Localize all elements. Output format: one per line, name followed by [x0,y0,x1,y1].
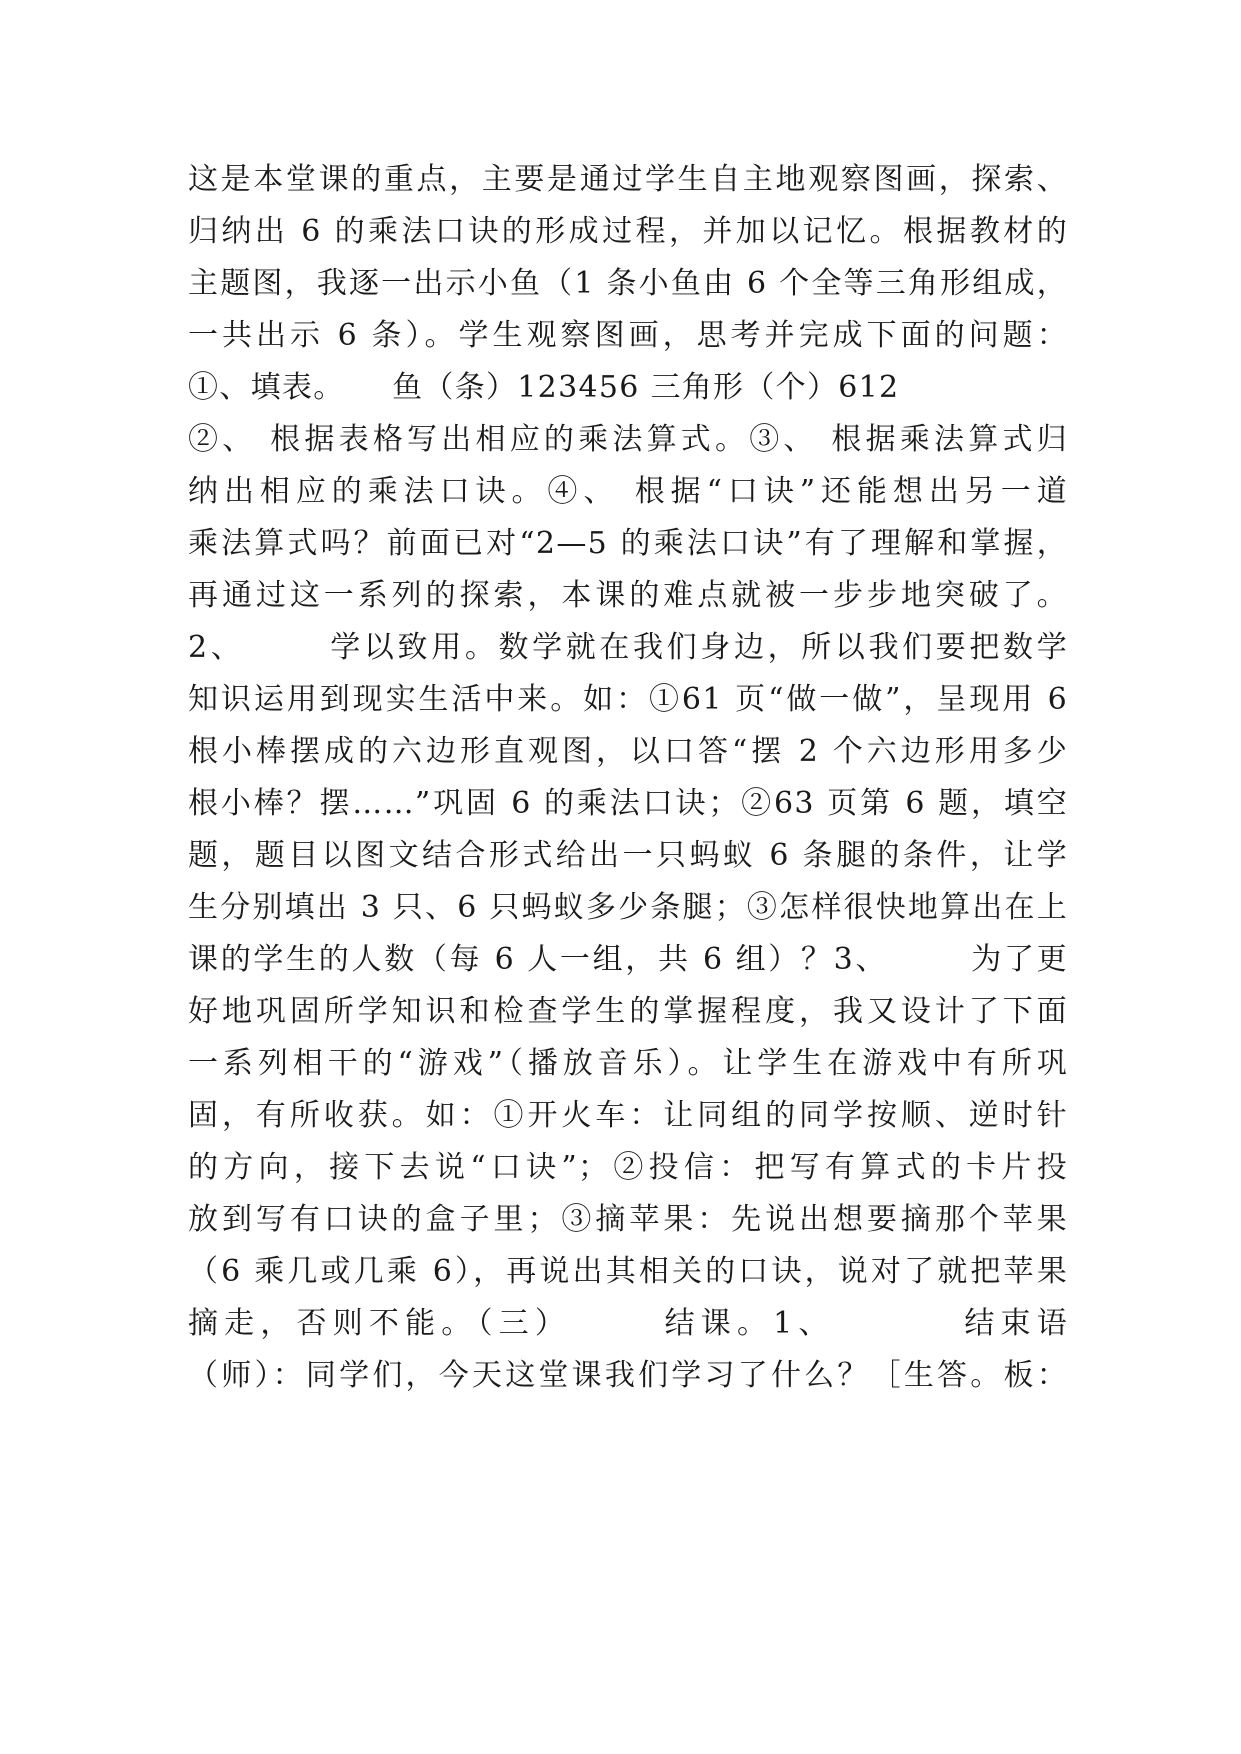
text-line: 根小棒摆成的六边形直观图，以口答“摆 2 个六边形用多少 [188,734,1068,769]
text-line: 2、 学以致用。数学就在我们身边，所以我们要把数学 [188,630,1068,665]
text-line: 纳出相应的乘法口诀。④、 根据“口诀”还能想出另一道 [188,474,1068,509]
text-line: 归纳出 6 的乘法口诀的形成过程，并加以记忆。根据教材的 [188,214,1068,249]
text-line: 好地巩固所学知识和检查学生的掌握程度，我又设计了下面 [188,994,1068,1029]
text-line: 主题图，我逐一出示小鱼（1 条小鱼由 6 个全等三角形组成， [188,266,1068,301]
text-line: ②、 根据表格写出相应的乘法算式。③、 根据乘法算式归 [188,422,1068,457]
text-line: 根小棒？摆……”巩固 6 的乘法口诀；②63 页第 6 题，填空 [188,786,1068,821]
text-line: 一系列相干的“游戏”（播放音乐）。让学生在游戏中有所巩 [188,1046,1068,1081]
text-line: ①、填表。 鱼（条）123456 三角形（个）612 [188,370,900,405]
text-line: （6 乘几或几乘 6），再说出其相关的口诀，说对了就把苹果 [188,1254,1068,1289]
text-line: 固，有所收获。如：①开火车：让同组的同学按顺、逆时针 [188,1098,1068,1133]
text-line: 一共出示 6 条）。学生观察图画，思考并完成下面的问题： [188,318,1068,353]
text-line: 放到写有口诀的盒子里；③摘苹果：先说出想要摘那个苹果 [188,1202,1068,1237]
text-line: （师）：同学们，今天这堂课我们学习了什么？［生答。板： [188,1358,1068,1393]
text-line: 再通过这一系列的探索，本课的难点就被一步步地突破了。 [188,578,1068,613]
text-line: 乘法算式吗？前面已对“2—5 的乘法口诀”有了理解和掌握， [188,526,1068,561]
text-line: 题，题目以图文结合形式给出一只蚂蚁 6 条腿的条件，让学 [188,838,1068,873]
text-line: 这是本堂课的重点，主要是通过学生自主地观察图画，探索、 [188,162,1068,197]
text-line: 生分别填出 3 只、6 只蚂蚁多少条腿；③怎样很快地算出在上 [188,890,1068,925]
text-line: 知识运用到现实生活中来。如：①61 页“做一做”，呈现用 6 [188,682,1068,717]
text-line: 课的学生的人数（每 6 人一组，共 6 组）？3、 为了更 [188,942,1068,977]
text-line: 的方向，接下去说“口诀”；②投信：把写有算式的卡片投 [188,1150,1068,1185]
text-line: 摘走，否则不能。（三） 结课。1、 结束语 [188,1306,1068,1341]
